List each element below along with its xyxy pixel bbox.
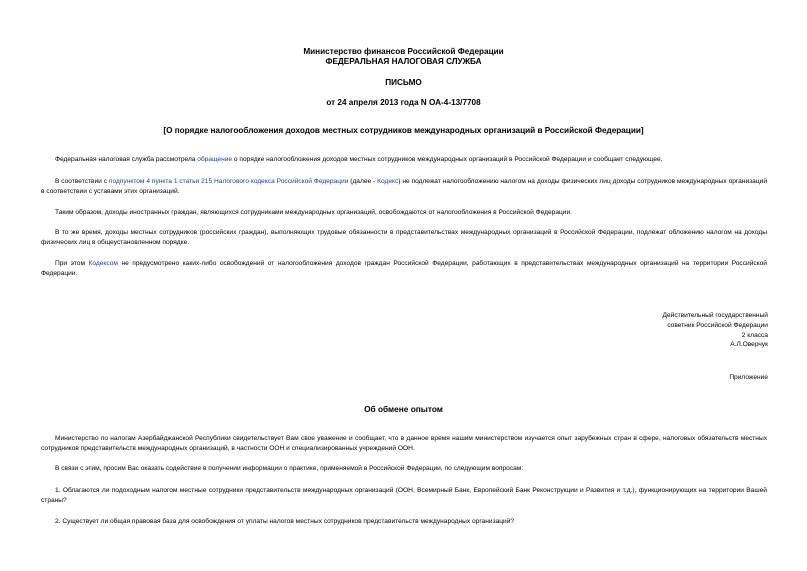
appendix-label: Приложение [729,374,768,381]
signer-class: 2 класса [741,331,768,339]
signature-block [548,311,768,350]
text: не предусмотрено каких-либо освобождений от налогообложения доходов граждан Российской Федерации, работающих в представительствах международных организаций на территории Российской Федерации. [41,260,767,277]
appendix-title: Об обмене опытом [364,404,443,414]
appendix-paragraph-2: В связи с этим, просим Вас оказать содействие в получении информации о практике, применяемой в Российской Федерации, по следующим вопросам: [55,465,524,472]
appendix-question-2: 2. Существует ли общая правовая база для освобождения от уплаты налогов местных сотрудников представительств международных организаций? [55,518,515,525]
appendix-question-1: 1. Облагаются ли подоходным налогом местные сотрудники представительств международных организаций (ООН, Всемирный Банк, Европейский Банк Реконструкции и Развития и т.д.), функционирующих на территории Вашей страны? [41,487,767,504]
paragraph-3: Таким образом, доходы иностранных граждан, являющихся сотрудниками международных организаций, освобождаются от налогообложения в Российской Федерации. [55,209,572,216]
paragraph-1 [41,155,767,165]
service-name: ФЕДЕРАЛЬНАЯ НАЛОГОВАЯ СЛУЖБА [325,57,482,66]
code-link-2[interactable]: Кодексом [88,260,118,267]
code-link[interactable]: Кодекс [377,178,399,185]
paragraph-5 [41,259,767,278]
document-date-number: от 24 апреля 2013 года N ОА-4-13/7708 [326,98,481,107]
ministry-name: Министерство финансов Российской Федерации [303,47,504,56]
appeal-link[interactable]: обращение [197,156,233,163]
text: (далее - [348,178,378,185]
text: о порядке налогообложения доходов местных сотрудников международных организаций в Российской Федерации и сообщает следующее. [232,156,663,163]
paragraph-4: В то же время, доходы местных сотрудников (российских граждан), выполняющих трудовые обязанности в представительствах международных организаций в Российской Федерации, подлежат обложению налогом на доходы физических лиц в общеустановленном порядке. [41,229,767,246]
text: В соответствии с [55,178,109,185]
appendix-paragraph-1: Министерство по налогам Азербайджанской Республики свидетельствует Вам свое уважение и сообщает, что в данное время нашим министерством изучается опыт зарубежных стран в сфере, налоговых обязательств местных сотрудников представительств международных организаций, в частности ООН и специализированных учреждений ООН. [41,435,767,452]
text: При этом [55,260,89,267]
text: ) не подлежат налогообложению налогом на доходы физических лиц доходы сотрудников международных организаций в соответствии с уставами этих организаций. [41,178,767,195]
paragraph-2 [41,177,767,196]
signer-name: А.Л.Оверчук [730,341,768,349]
document-type: ПИСЬМО [385,78,422,87]
tax-code-article-link[interactable]: подпунктом 4 пункта 1 статьи 215 Налогового кодекса Российской Федерации [108,178,349,185]
signer-title-1: Действительный государственный [662,312,768,319]
text: Федеральная налоговая служба рассмотрела [55,156,198,163]
document-subject: [О порядке налогообложения доходов местных сотрудников международных организаций в Российской Федерации] [163,126,644,135]
signer-title-2: советник Российской Федерации [667,321,768,329]
